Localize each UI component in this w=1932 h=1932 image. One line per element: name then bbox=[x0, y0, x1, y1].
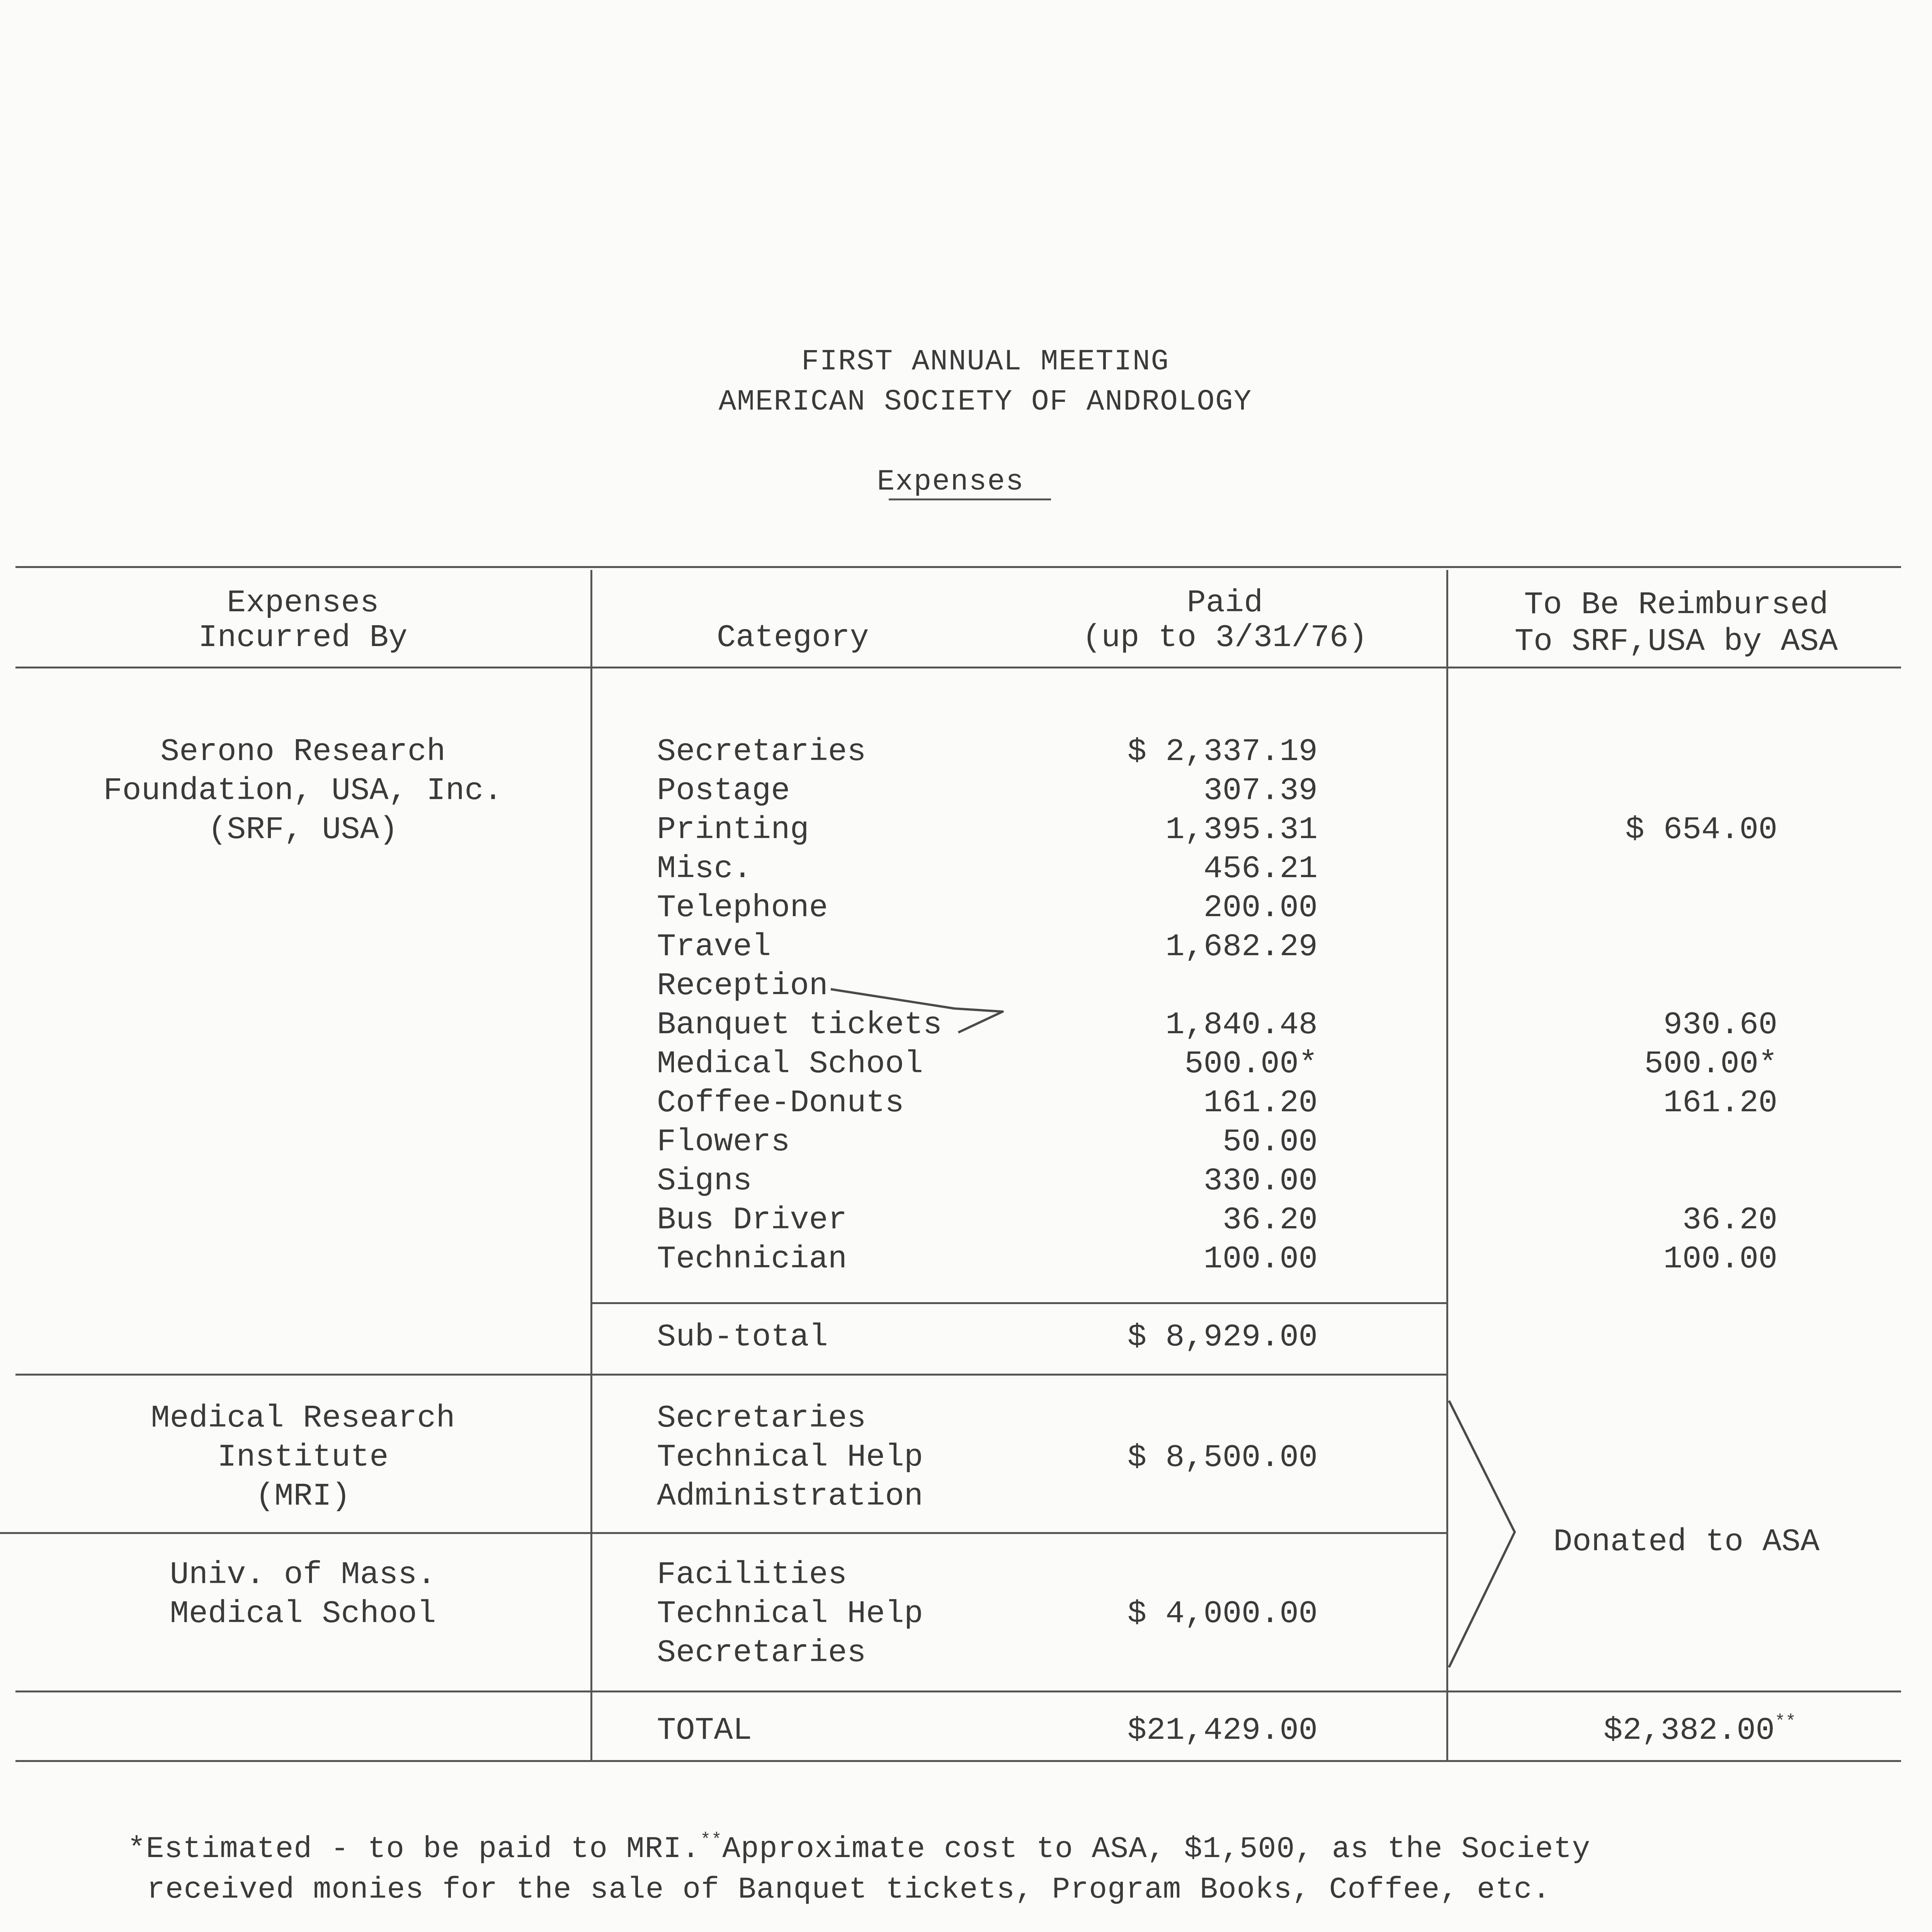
mri-name-line: Medical Research bbox=[151, 1400, 455, 1436]
header-paid-1: Paid bbox=[1187, 585, 1263, 621]
category-cell: Technical Help bbox=[657, 1439, 923, 1475]
paid-cell: 307.39 bbox=[1203, 773, 1318, 809]
title-line-1: FIRST ANNUAL MEETING bbox=[801, 345, 1170, 378]
srf-name bbox=[15, 732, 590, 849]
category-cell: Secretaries bbox=[657, 1635, 866, 1671]
mri-name-line: Institute bbox=[217, 1439, 389, 1475]
paid-cell: 100.00 bbox=[1203, 1241, 1318, 1277]
col-divider-1 bbox=[590, 570, 592, 1760]
umass-categories bbox=[657, 1555, 923, 1672]
subtotal-label: Sub-total bbox=[657, 1319, 828, 1355]
header-incurred-by-2: Incurred By bbox=[198, 620, 408, 656]
paid-cell: $ 2,337.19 bbox=[1127, 734, 1318, 770]
footnote-approximate: Approximate cost to ASA, $1,500, as the Society bbox=[722, 1832, 1591, 1866]
footnote-estimated: *Estimated - to be paid to MRI. bbox=[128, 1832, 701, 1866]
category-cell: Secretaries bbox=[657, 1400, 866, 1436]
header-paid-2: (up to 3/31/76) bbox=[1082, 620, 1368, 656]
section-title: Expenses bbox=[877, 465, 1024, 498]
section-title-underline bbox=[889, 498, 1051, 500]
reimbursed-cell: 36.20 bbox=[1682, 1202, 1777, 1238]
title-line-2: AMERICAN SOCIETY OF ANDROLOGY bbox=[718, 385, 1252, 418]
category-cell: Administration bbox=[657, 1478, 923, 1514]
category-cell: Telephone bbox=[657, 890, 828, 926]
umass-name-line: Medical School bbox=[170, 1596, 436, 1632]
category-cell: Printing bbox=[657, 812, 809, 848]
table-top-rule bbox=[15, 566, 1901, 568]
total-reimbursed-mark: ** bbox=[1774, 1712, 1796, 1732]
paid-cell: 500.00* bbox=[1184, 1046, 1318, 1082]
donated-brace bbox=[1447, 1399, 1524, 1669]
category-cell: Medical School bbox=[657, 1046, 923, 1082]
paid-cell: 1,682.29 bbox=[1165, 929, 1318, 965]
srf-paid bbox=[1043, 732, 1318, 1279]
umass-name bbox=[15, 1555, 590, 1633]
category-cell: Coffee-Donuts bbox=[657, 1085, 904, 1121]
category-cell: Facilities bbox=[657, 1557, 847, 1593]
paid-cell: 50.00 bbox=[1222, 1124, 1318, 1160]
total-reimbursed-value: $2,382.00 bbox=[1604, 1713, 1775, 1748]
reimbursed-cell: $ 654.00 bbox=[1625, 812, 1777, 848]
srf-name-line: Serono Research bbox=[160, 734, 446, 770]
reimbursed-cell: 930.60 bbox=[1663, 1007, 1777, 1043]
category-cell: Travel bbox=[657, 929, 771, 965]
mri-name bbox=[15, 1399, 590, 1516]
paid-cell: 36.20 bbox=[1222, 1202, 1318, 1238]
paid-cell: 456.21 bbox=[1203, 851, 1318, 887]
header-category: Category bbox=[717, 620, 869, 656]
paid-cell: 161.20 bbox=[1203, 1085, 1318, 1121]
header-reimbursed-2: To SRF,USA by ASA bbox=[1514, 624, 1838, 660]
umass-paid: $ 4,000.00 bbox=[1127, 1596, 1318, 1632]
mri-paid: $ 8,500.00 bbox=[1127, 1440, 1318, 1476]
category-cell: Bus Driver bbox=[657, 1202, 847, 1238]
donated-label: Donated to ASA bbox=[1553, 1524, 1820, 1560]
total-reimbursed bbox=[1604, 1711, 1796, 1750]
category-cell: Flowers bbox=[657, 1124, 790, 1160]
srf-reimbursed bbox=[1507, 732, 1777, 1279]
category-cell: Technician bbox=[657, 1241, 847, 1277]
srf-bottom-rule bbox=[15, 1374, 1448, 1376]
reimbursed-cell: 100.00 bbox=[1663, 1241, 1777, 1277]
paid-cell: 1,840.48 bbox=[1165, 1007, 1318, 1043]
srf-name-line: Foundation, USA, Inc. bbox=[103, 773, 503, 809]
subtotal-value: $ 8,929.00 bbox=[1127, 1319, 1318, 1355]
total-label: TOTAL bbox=[657, 1713, 752, 1748]
table-bottom-rule bbox=[15, 1760, 1901, 1762]
subtotal-top-rule bbox=[590, 1302, 1448, 1304]
category-cell: Signs bbox=[657, 1163, 752, 1199]
category-cell: Postage bbox=[657, 773, 790, 809]
paid-cell: 200.00 bbox=[1203, 890, 1318, 926]
category-cell: Reception bbox=[657, 968, 828, 1004]
category-cell: Banquet tickets bbox=[657, 1007, 942, 1043]
footnote-line-1 bbox=[128, 1830, 1590, 1869]
reimbursed-cell: 161.20 bbox=[1663, 1085, 1777, 1121]
footnote-mark: ** bbox=[700, 1830, 723, 1850]
footnote-line-2: received monies for the sale of Banquet tickets, Program Books, Coffee, etc. bbox=[147, 1873, 1551, 1907]
umass-name-line: Univ. of Mass. bbox=[170, 1557, 436, 1593]
srf-name-line: (SRF, USA) bbox=[207, 812, 398, 848]
mri-name-line: (MRI) bbox=[255, 1478, 351, 1514]
category-cell: Secretaries bbox=[657, 734, 866, 770]
reception-banquet-arrow bbox=[827, 981, 1009, 1051]
header-reimbursed-1: To Be Reimbursed bbox=[1524, 587, 1828, 623]
total-top-rule bbox=[15, 1690, 1901, 1692]
header-incurred-by-1: Expenses bbox=[227, 585, 379, 621]
mri-categories bbox=[657, 1399, 923, 1516]
header-bottom-rule bbox=[15, 667, 1901, 668]
category-cell: Misc. bbox=[657, 851, 752, 887]
paid-cell: 1,395.31 bbox=[1165, 812, 1318, 848]
paid-cell: 330.00 bbox=[1203, 1163, 1318, 1199]
mri-bottom-rule bbox=[0, 1532, 1448, 1534]
total-paid: $21,429.00 bbox=[1127, 1713, 1318, 1748]
reimbursed-cell: 500.00* bbox=[1644, 1046, 1777, 1082]
category-cell: Technical Help bbox=[657, 1596, 923, 1632]
